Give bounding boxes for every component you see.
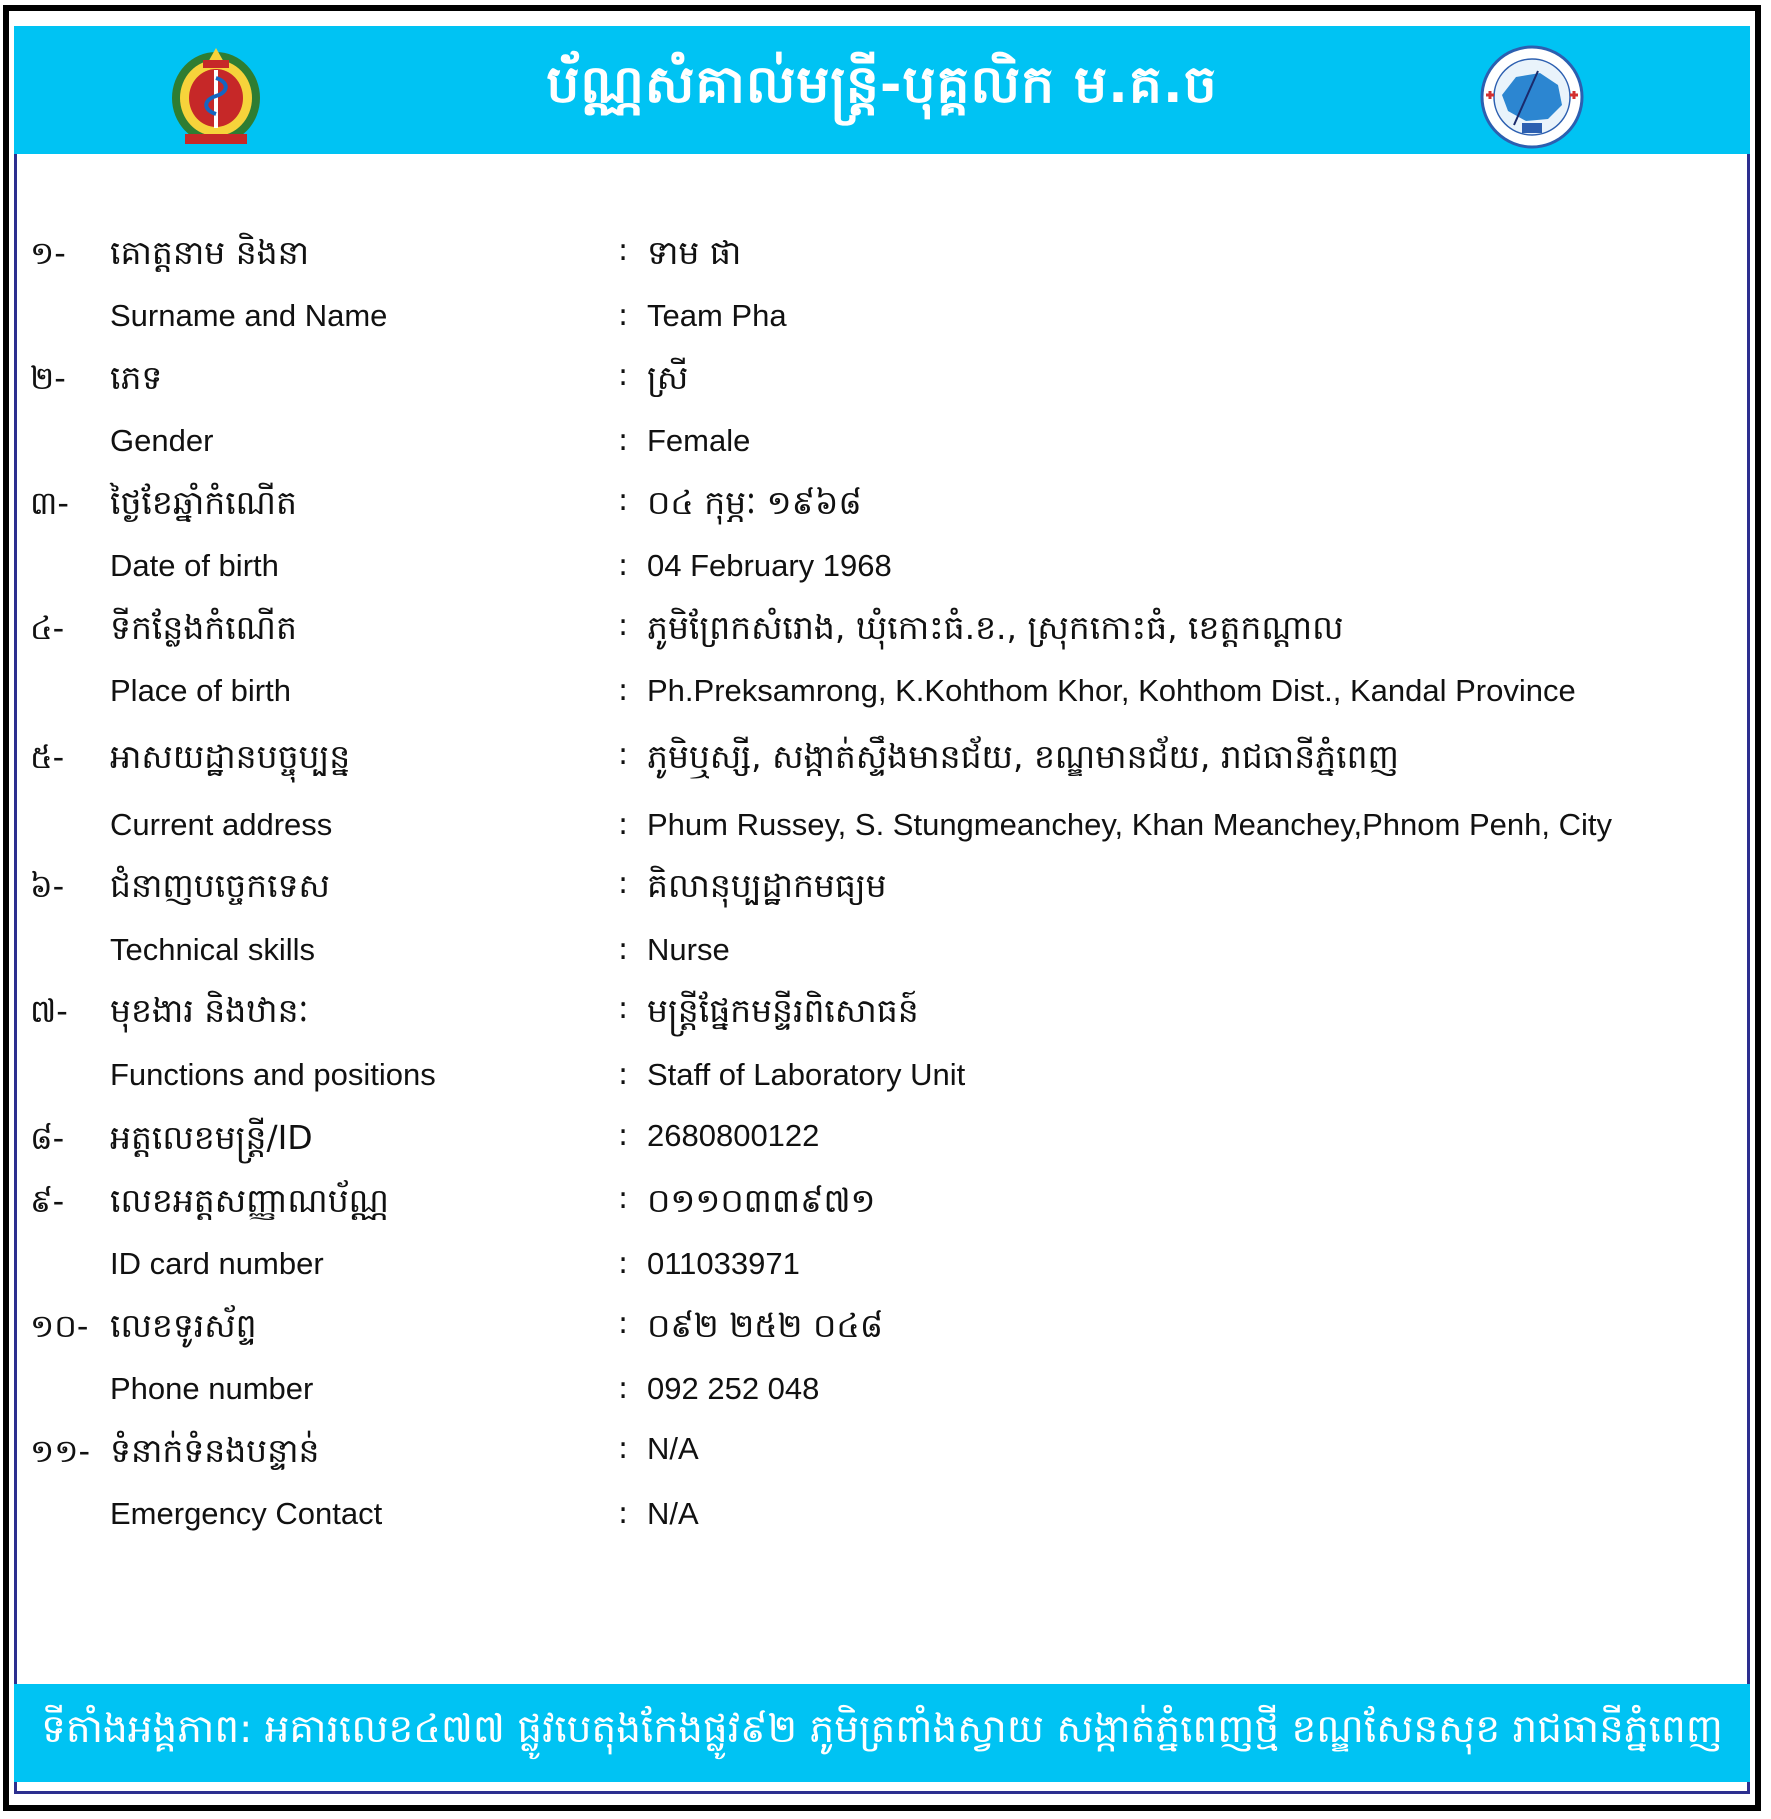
colon: :	[618, 1118, 629, 1153]
field-dob-en	[0, 548, 1771, 608]
field-birthplace-km	[0, 608, 1771, 668]
field-birthplace-en	[0, 673, 1771, 733]
colon: :	[618, 548, 629, 583]
field-value: ភូមិឬស្សី, សង្កាត់ស្ទឹងមានជ័យ, ខណ្ឌមានជ័យ, រាជធានីភ្នំពេញ	[647, 737, 1399, 776]
field-value: Phum Russey, S. Stungmeanchey, Khan Meanchey,Phnom Penh, City	[647, 807, 1612, 842]
field-label: លេខអត្តសញ្ញាណប័ណ្ណ	[110, 1181, 389, 1220]
field-label: Place of birth	[110, 673, 291, 708]
field-surname-en	[0, 298, 1771, 358]
field-position-en	[0, 1057, 1771, 1117]
colon: :	[618, 483, 629, 518]
colon: :	[618, 1181, 629, 1216]
field-value: 011033971	[647, 1246, 800, 1281]
field-value: ទាម ផា	[647, 233, 742, 272]
field-skills-km	[0, 866, 1771, 926]
field-number: ១១-	[30, 1432, 90, 1470]
field-label: ភេទ	[110, 358, 163, 397]
field-label: ទំនាក់ទំនងបន្ទាន់	[110, 1431, 320, 1470]
colon: :	[618, 298, 629, 333]
field-value: មន្ត្រីផ្នែកមន្ទីរពិសោធន៍	[647, 991, 919, 1030]
field-value: N/A	[647, 1496, 699, 1531]
field-label: គោត្តនាម និងនា	[110, 233, 310, 272]
field-value: Female	[647, 423, 751, 458]
field-emergency-km	[0, 1431, 1771, 1491]
field-number: ៩-	[30, 1182, 65, 1220]
field-gender-en	[0, 423, 1771, 483]
field-emergency-en	[0, 1496, 1771, 1556]
field-label: ថ្ងៃខែឆ្នាំកំណើត	[110, 483, 297, 522]
colon: :	[618, 1496, 629, 1531]
field-value: Ph.Preksamrong, K.Kohthom Khor, Kohthom Dist., Kandal Province	[647, 673, 1576, 708]
colon: :	[618, 737, 629, 772]
colon: :	[618, 1431, 629, 1466]
field-idcard-km	[0, 1181, 1771, 1241]
colon: :	[618, 991, 629, 1026]
field-number: ១-	[30, 234, 66, 272]
field-number: ៧-	[30, 992, 68, 1030]
field-label: Gender	[110, 423, 214, 458]
field-label: អាសយដ្ឋានបច្ចុប្បន្ន	[110, 737, 351, 776]
field-label: Phone number	[110, 1371, 314, 1406]
field-skills-en	[0, 932, 1771, 992]
field-position-km	[0, 991, 1771, 1051]
field-value: គិលានុប្បដ្ឋាកមធ្យម	[647, 866, 887, 905]
field-value: 04 February 1968	[647, 548, 892, 583]
colon: :	[618, 608, 629, 643]
field-value: 2680800122	[647, 1118, 820, 1153]
colon: :	[618, 1306, 629, 1341]
field-number: ៥-	[30, 738, 65, 776]
field-value: ស្រី	[647, 358, 689, 397]
colon: :	[618, 807, 629, 842]
field-label: លេខទូរស័ព្ទ	[110, 1306, 257, 1345]
field-label: Surname and Name	[110, 298, 388, 333]
field-label: Current address	[110, 807, 333, 842]
colon: :	[618, 423, 629, 458]
field-phone-en	[0, 1371, 1771, 1431]
footer-address: ទីតាំងអង្គភាព: អគារលេខ៤៧៧ ផ្លូវបេតុងកែងផ្លូវ៩២ ភូមិត្រពាំងស្វាយ សង្កាត់ភ្នំពេញថ្មី ខណ្ឌសែនសុខ រាជធានីភ្នំពេញ	[41, 1706, 1723, 1752]
field-value: ភូមិព្រែកសំរោង, ឃុំកោះធំ.ខ., ស្រុកកោះធំ, ខេត្តកណ្តាល	[647, 608, 1344, 647]
field-number: ៤-	[30, 609, 65, 647]
field-officer-id	[0, 1118, 1771, 1178]
field-label: Emergency Contact	[110, 1496, 383, 1531]
field-number: ៣-	[30, 484, 69, 522]
field-number: ៦-	[30, 867, 65, 905]
cnm-center-logo-icon	[1478, 43, 1586, 151]
colon: :	[618, 673, 629, 708]
field-value: ០១១០៣៣៩៧១	[647, 1181, 876, 1220]
field-gender-km	[0, 358, 1771, 418]
colon: :	[618, 1057, 629, 1092]
field-dob-km	[0, 483, 1771, 543]
field-value: Nurse	[647, 932, 730, 967]
field-label: ជំនាញបច្ចេកទេស	[110, 866, 330, 905]
field-label: Functions and positions	[110, 1057, 436, 1092]
colon: :	[618, 233, 629, 268]
field-value: 092 252 048	[647, 1371, 820, 1406]
field-number: ៨-	[30, 1119, 65, 1157]
field-label: មុខងារ និងឋានៈ	[110, 991, 309, 1030]
colon: :	[618, 1371, 629, 1406]
field-value: Team Pha	[647, 298, 787, 333]
field-number: ១០-	[30, 1307, 89, 1345]
colon: :	[618, 358, 629, 393]
field-label: Technical skills	[110, 932, 316, 967]
field-label: Date of birth	[110, 548, 279, 583]
field-label: អត្តលេខមន្ត្រី/ID	[110, 1118, 313, 1157]
field-idcard-en	[0, 1246, 1771, 1306]
colon: :	[618, 932, 629, 967]
ministry-emblem-icon	[163, 38, 269, 148]
field-value: ០៩២ ២៥២ ០៤៨	[647, 1306, 884, 1345]
field-address-km	[0, 737, 1771, 797]
field-value: Staff of Laboratory Unit	[647, 1057, 966, 1092]
card-title: ប័ណ្ណសំគាល់មន្ត្រី-បុគ្គលិក ម.គ.ច	[546, 55, 1218, 115]
field-phone-km	[0, 1306, 1771, 1366]
colon: :	[618, 866, 629, 901]
colon: :	[618, 1246, 629, 1281]
field-surname-km	[0, 233, 1771, 293]
footer-band	[14, 1684, 1750, 1782]
field-label: ទីកន្លែងកំណើត	[110, 608, 297, 647]
field-number: ២-	[30, 359, 66, 397]
field-label: ID card number	[110, 1246, 324, 1281]
field-value: N/A	[647, 1431, 699, 1466]
field-address-en	[0, 807, 1771, 867]
field-value: ០៤ កុម្ភៈ ១៩៦៨	[647, 483, 862, 522]
